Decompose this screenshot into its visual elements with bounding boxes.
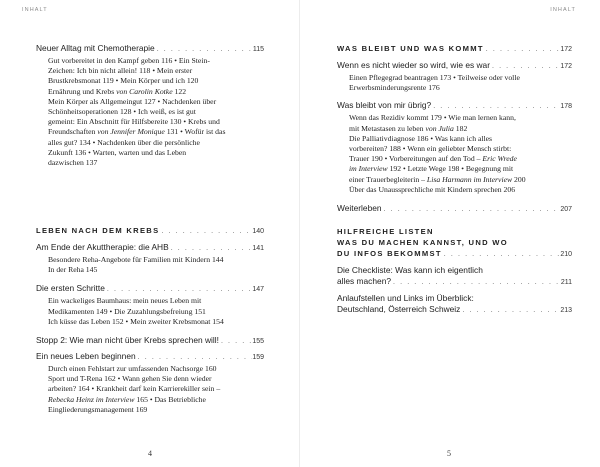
leader-dots [442,249,561,260]
entry-title: Die Checkliste: Was kann ich eigentlich [337,265,483,276]
subtopic-text: 182 [453,123,468,133]
entry-subtopics [48,364,264,415]
section-line [337,226,572,237]
page-number: 210 [560,251,572,259]
page-number: 178 [560,103,572,111]
page-number-folio: 4 [148,449,152,458]
subtopic-text: 131 • Wofür ist das [164,127,226,137]
subtopic-line [349,175,572,185]
leader-dots [219,336,252,347]
running-head: INHALT [22,7,48,13]
subtopic-author: Lisa Harmann im Interview [426,174,513,184]
leader-dots [105,284,252,295]
subtopic-line: Besondere Reha-Angebote für Familien mit Kindern 144 [48,255,224,264]
subtopic-line: Medikamenten 149 • Die Zuzahlungsbefreiung 151 [48,306,206,316]
leader-dots [169,243,253,254]
section-title: WAS BLEIBT UND WAS KOMMT [337,44,484,53]
subtopic-line: alles gut? 134 • Nachdenken über die persönliche [48,137,200,147]
entry-line [337,265,572,276]
subtopic-line: Mein Körper als Allgemeingut 127 • Nachdenken über [48,96,217,106]
entry-subtopics [48,255,264,275]
entry-title: Ein neues Leben beginnen [36,351,136,362]
subtopic-line [48,395,264,405]
subtopic-line: Eingliederungsmanagement 169 [48,404,148,414]
page-number: 213 [560,307,572,315]
page-number-folio: 5 [447,449,451,458]
toc-entry [36,283,264,295]
entry-title: alles machen? [337,276,392,287]
subtopic-line: Zukunft 136 • Warten, warten und das Leben [48,147,187,157]
toc-section [36,225,264,237]
entry-line [337,276,572,288]
subtopic-line: Ein wackeliges Baumhaus: mein neues Leben mit [48,296,202,306]
entry-title: Stopp 2: Wie man nicht über Krebs sprechen will! [36,335,219,346]
subtopic-text: Trauer 190 • Vorbereitungen auf den Tod – [349,154,483,164]
entry-subtopics [349,113,572,195]
leader-dots [159,226,252,237]
toc-entry [337,293,572,316]
entry-title: Anlaufstellen und Links im Überblick: [337,293,474,304]
entry-title: Weiterleben [337,203,382,214]
page-number: 147 [252,286,264,294]
toc-entry [337,100,572,112]
section-title: DU INFOS BEKOMMST [337,249,442,259]
entry-title: Was bleibt von mir übrig? [337,100,432,111]
subtopic-text: einer Trauerbegleiterin – [349,174,427,184]
section-line [337,237,572,248]
page-number: 159 [252,354,264,362]
subtopic-line [349,164,572,174]
subtopic-line: dazwischen 137 [48,158,98,168]
subtopic-line: Sport und T-Rena 162 • Wann gehen Sie denn wieder [48,374,212,384]
toc-section [337,226,572,260]
entry-subtopics [48,296,264,327]
leader-dots [382,204,561,215]
subtopic-line: Wenn das Rezidiv kommt 179 • Wie man lernen kann, [349,113,516,123]
subtopic-line: Durch einen Fehlstart zur umfassenden Nachsorge 160 [48,364,217,374]
toc-left-part-2 [36,225,264,415]
section-line [337,248,572,260]
subtopic-line [48,127,264,137]
entry-title: Deutschland, Österreich Schweiz [337,304,461,315]
entry-title: Am Ende der Akuttherapie: die AHB [36,242,169,252]
section-title: WAS DU MACHEN KANNST, UND WO [337,238,508,248]
subtopic-line: Brustkrebsmonat 119 • Mein Körper und ich 120 [48,76,199,86]
section-title: LEBEN NACH DEM KREBS [36,226,160,235]
subtopic-line: Ich küsse das Leben 152 • Mein zweiter Krebsmonat 154 [48,316,224,326]
subtopic-author: im Interview [349,164,388,174]
toc-left [36,43,264,168]
page-number: 141 [252,245,264,252]
subtopic-line: Die Palliativdiagnose 186 • Was kann ich alles [349,133,493,143]
subtopic-line: Erwerbsminderungsrente 176 [349,83,440,93]
entry-line [337,293,572,304]
subtopic-line: vorbereiten? 188 • Wenn ein geliebter Mensch stirbt: [349,144,512,154]
toc-entry [337,265,572,288]
subtopic-text: 200 [512,174,526,184]
subtopic-author: von Jennifer Monique [97,127,165,137]
entry-line [337,304,572,316]
page-number: 115 [252,46,264,53]
subtopic-line [48,87,264,97]
subtopic-author: von Julia [425,123,454,133]
page-number: 211 [560,279,572,287]
right-page [300,0,600,467]
running-head: INHALT [550,7,576,13]
toc-entry [36,351,264,363]
entry-title: Wenn es nicht wieder so wird, wie es war [337,60,490,70]
subtopic-line: Zeichen: Ich bin nicht allein! 118 • Mein erster [48,66,193,76]
leader-dots [136,352,253,363]
toc-entry [36,43,264,55]
subtopic-text: 122 [172,86,187,96]
entry-subtopics [48,56,264,168]
subtopic-line: Schönheitsoperationen 128 • Ich weiß, es ist gut [48,107,196,117]
leader-dots [484,44,561,55]
toc-entry [36,335,264,347]
page-number: 207 [560,206,572,214]
subtopic-author: von Carolin Kotke [116,86,173,96]
toc-entry [337,60,572,72]
leader-dots [490,61,560,72]
subtopic-text: 165 • Das Betriebliche [134,394,206,404]
entry-subtopics [349,73,572,93]
leader-dots [391,277,561,288]
subtopic-line: Einen Pflegegrad beantragen 173 • Teilweise oder volle [349,73,520,82]
subtopic-line: In der Reha 145 [48,265,98,275]
leader-dots [460,305,560,316]
subtopic-text: Freundschaften [48,127,98,137]
subtopic-line: gemeint: Ein Abschnitt für Hilfsbereite 130 • Krebs und [48,117,220,127]
subtopic-line [349,154,572,164]
subtopic-text: Ernährung und Krebs [48,86,117,96]
page-number: 140 [252,228,264,235]
subtopic-line: Gut vorbereitet in den Kampf geben 116 • Ein Stein- [48,56,210,65]
page-number: 172 [560,63,572,70]
entry-title: Neuer Alltag mit Chemotherapie [36,43,155,53]
subtopic-author: Rebecka Heinz im Interview [48,394,135,404]
subtopic-line [349,124,572,134]
toc-right [337,43,572,316]
page-number: 155 [252,338,264,346]
subtopic-text: 192 • Letzte Wege 198 • Begegnung mit [387,164,514,174]
page-number: 172 [560,46,572,53]
subtopic-line: arbeiten? 164 • Krankheit darf kein Karrierekiller sein – [48,384,221,394]
toc-section [337,43,572,55]
subtopic-text: mit Metastasen zu leben [349,123,426,133]
leader-dots [155,44,253,55]
toc-entry [36,242,264,254]
subtopic-line: Über das Unaussprechliche mit Kindern sprechen 206 [349,184,516,194]
toc-entry [337,203,572,215]
subtopic-author: Eric Wrede [482,154,517,164]
entry-title: Die ersten Schritte [36,283,105,294]
leader-dots [431,101,560,112]
section-title: HILFREICHE LISTEN [337,227,434,237]
